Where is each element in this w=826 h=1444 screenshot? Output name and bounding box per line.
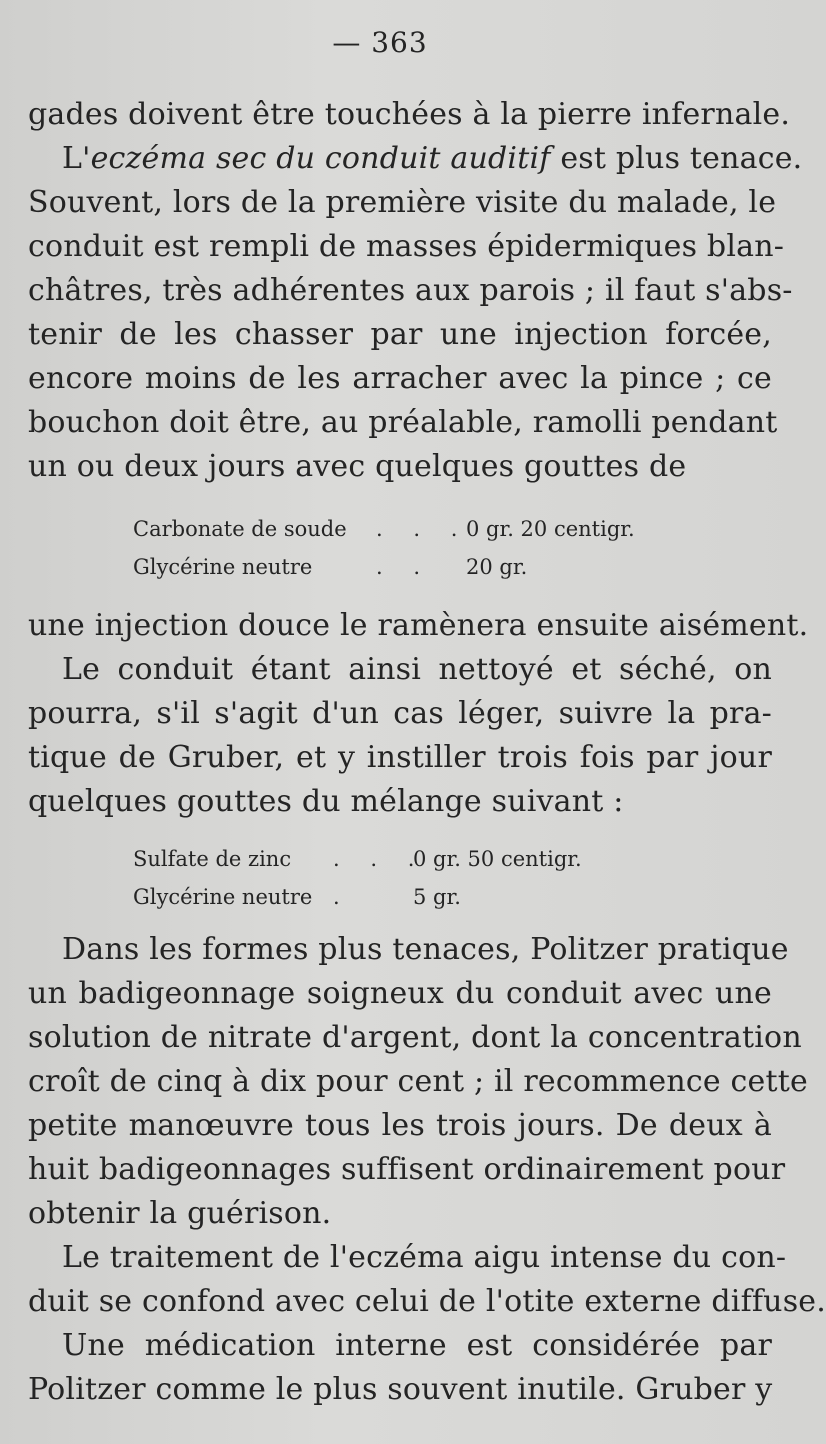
text-line: quelques gouttes du mélange suivant : (28, 784, 624, 819)
ingredient-name: Carbonate de soude (133, 517, 347, 541)
text-line: Le conduit étant ainsi nettoyé et séché, on (62, 652, 772, 687)
leader-dots: . . . (376, 517, 470, 541)
paragraph-3 (28, 928, 808, 1236)
text-line: tenir de les chasser par une injection forcée, (28, 317, 772, 352)
formula-row (133, 510, 693, 548)
ingredient-quantity: 5 gr. (413, 885, 461, 909)
formula-1 (133, 510, 693, 586)
text-line: Le traitement de l'eczéma aigu intense du con- (62, 1240, 787, 1275)
text-line: Politzer comme le plus souvent inutile. Gruber y (28, 1372, 773, 1407)
text-line: une injection douce le ramènera ensuite aisément. (28, 608, 809, 643)
ingredient-quantity: 0 gr. 50 centigr. (413, 847, 582, 871)
formula-row (133, 840, 693, 878)
paragraph-1 (28, 93, 803, 489)
text-line: Une médication interne est considérée par (62, 1328, 772, 1363)
ingredient-name: Glycérine neutre (133, 555, 313, 579)
text-line: Dans les formes plus tenaces, Politzer pratique (62, 932, 789, 967)
formula-row (133, 878, 693, 916)
text-line: châtres, très adhérentes aux parois ; il faut s'abs- (28, 273, 793, 308)
ingredient-name: Glycérine neutre (133, 885, 313, 909)
text-line: un badigeonnage soigneux du conduit avec une (28, 976, 772, 1011)
text-line: obtenir la guérison. (28, 1196, 332, 1231)
leader-dots: . (333, 885, 352, 909)
italic-term: eczéma sec du conduit auditif (90, 141, 551, 176)
text-line: petite manœuvre tous les trois jours. De deux à (28, 1108, 772, 1143)
text-line: tique de Gruber, et y instiller trois fois par jour (28, 740, 772, 775)
ingredient-quantity: 0 gr. 20 centigr. (466, 517, 635, 541)
formula-row (133, 548, 693, 586)
text-line: un ou deux jours avec quelques gouttes de (28, 449, 687, 484)
ingredient-name: Sulfate de zinc (133, 847, 292, 871)
formula-2 (133, 840, 693, 916)
text-line: pourra, s'il s'agit d'un cas léger, suivre la pra- (28, 696, 772, 731)
text-line: duit se confond avec celui de l'otite externe diffuse. (28, 1284, 826, 1319)
text-line: encore moins de les arracher avec la pince ; ce (28, 361, 772, 396)
text-line: conduit est rempli de masses épidermiques blan- (28, 229, 785, 264)
paragraph-4 (28, 1236, 826, 1324)
text-line: gades doivent être touchées à la pierre infernale. (28, 97, 791, 132)
text-line: croît de cinq à dix pour cent ; il recommence cette (28, 1064, 808, 1099)
paragraph-5 (28, 1324, 772, 1412)
text-line: bouchon doit être, au préalable, ramolli pendant (28, 405, 778, 440)
text-line: Souvent, lors de la première visite du malade, le (28, 185, 777, 220)
text-line: solution de nitrate d'argent, dont la concentration (28, 1020, 802, 1055)
text-line: huit badigeonnages suffisent ordinairement pour (28, 1152, 786, 1187)
text-line: L'eczéma sec du conduit auditif est plus tenace. (62, 141, 803, 176)
paragraph-2 (28, 604, 809, 824)
leader-dots: . . (376, 555, 433, 579)
leader-dots: . . . (333, 847, 427, 871)
ingredient-quantity: 20 gr. (466, 555, 528, 579)
page-number: — 363 (332, 26, 428, 59)
